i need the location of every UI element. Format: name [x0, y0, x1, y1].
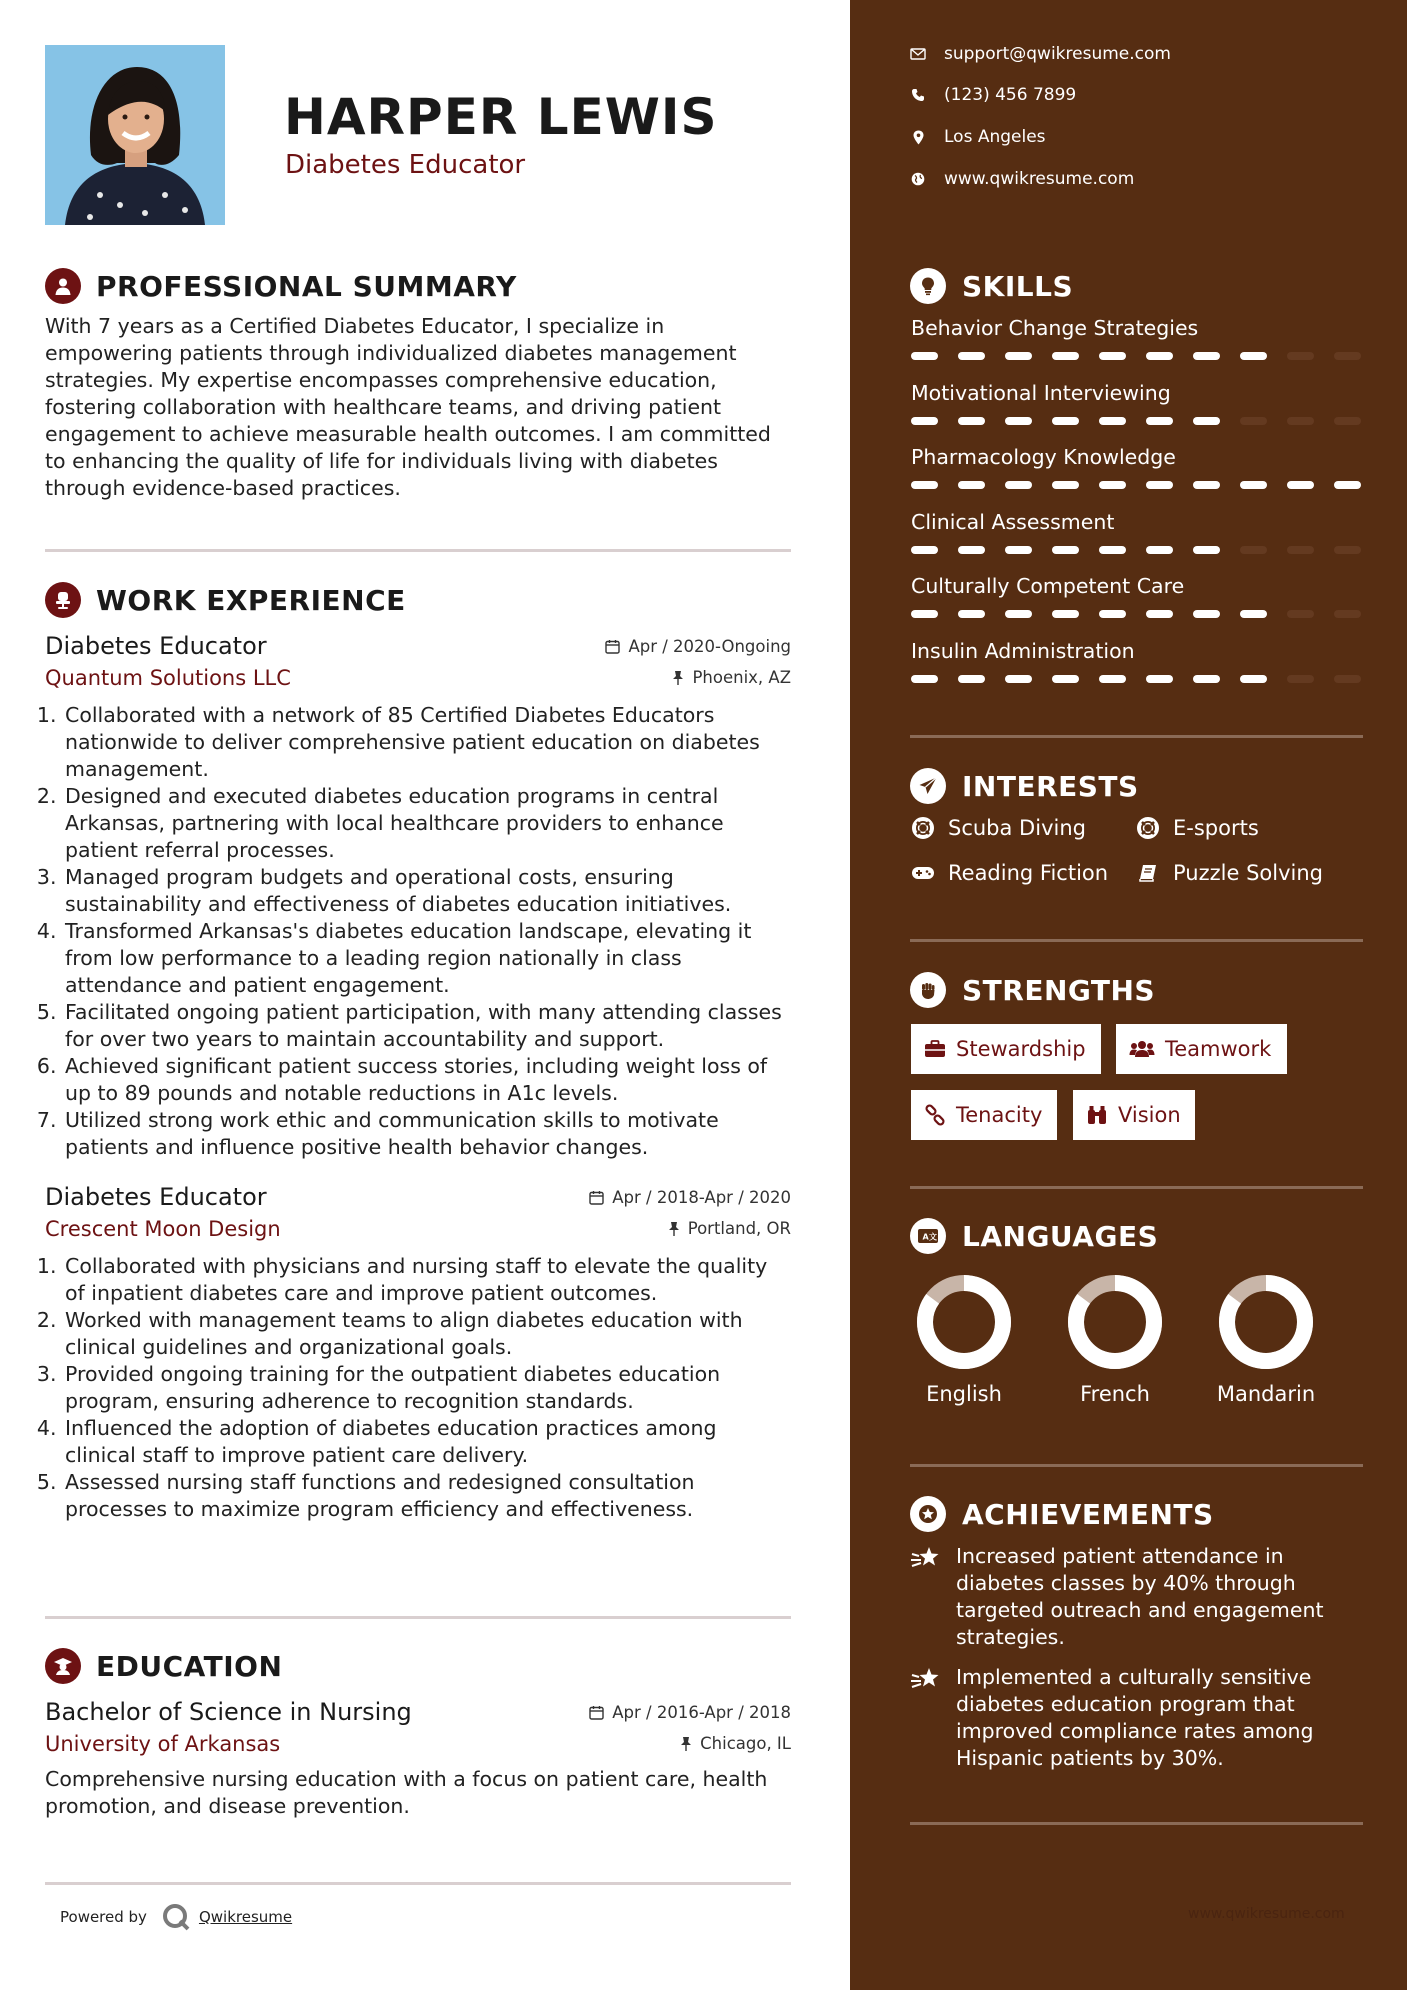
- list-item: 2. Worked with management teams to align diabetes education with clinical guidelines and organizational goals.: [63, 1307, 791, 1361]
- education-location: [680, 1734, 791, 1753]
- job-title: Diabetes Educator: [45, 632, 267, 660]
- job-title: Diabetes Educator: [45, 1183, 267, 1211]
- achievement-item: [910, 1543, 1350, 1651]
- school-name: University of Arkansas: [45, 1732, 281, 1756]
- strength-badge: [1073, 1090, 1195, 1140]
- skill-rating-dot: [1193, 481, 1220, 489]
- job-dates-text: Apr / 2018-Apr / 2020: [612, 1188, 791, 1207]
- users-icon: [1129, 1040, 1155, 1058]
- qwikresume-link[interactable]: Qwikresume: [198, 1908, 293, 1926]
- achievement-text: Implemented a culturally sensitive diabetes education program that improved compliance rates among Hispanic patients by 30%.: [956, 1665, 1314, 1770]
- strength-label: Vision: [1118, 1103, 1181, 1127]
- interest-item: [911, 816, 1086, 840]
- binoculars-icon: [1086, 1105, 1108, 1125]
- pushpin-icon: [668, 1221, 680, 1236]
- skill-name: Clinical Assessment: [911, 509, 1115, 534]
- achievements-header: [910, 1496, 1214, 1532]
- list-item: 5. Assessed nursing staff functions and redesigned consultation processes to maximize program efficiency and effectiveness.: [63, 1469, 791, 1523]
- degree-title: Bachelor of Science in Nursing: [45, 1698, 412, 1726]
- language-label: French: [1080, 1382, 1150, 1406]
- user-icon: [45, 268, 81, 304]
- skill-rating-dot: [1287, 481, 1314, 489]
- list-item: 3. Managed program budgets and operational costs, ensuring sustainability and effectiveness of diabetes education initiatives.: [63, 864, 791, 918]
- education-location-text: Chicago, IL: [700, 1734, 791, 1753]
- skill-rating: [911, 481, 1381, 489]
- skill-rating-dot: [1052, 352, 1079, 360]
- skill-rating-dot: [1099, 610, 1126, 618]
- section-divider: [910, 735, 1363, 738]
- skill-rating-dot: [1005, 417, 1032, 425]
- skill-rating-dot: [911, 417, 938, 425]
- language-ring: [914, 1272, 1014, 1372]
- skill-rating-dot: [1287, 352, 1314, 360]
- section-divider: [910, 1186, 1363, 1189]
- job-entry: [45, 1183, 791, 1523]
- skill-rating-dot: [1334, 675, 1361, 683]
- job-dates: [605, 637, 791, 656]
- skill-rating-dot: [1146, 610, 1173, 618]
- candidate-title: Diabetes Educator: [285, 150, 526, 180]
- strengths-header: [910, 972, 1155, 1008]
- contact-phone-text: (123) 456 7899: [944, 85, 1077, 105]
- skill-rating-dot: [1052, 481, 1079, 489]
- interest-label: E-sports: [1173, 816, 1259, 840]
- skill-rating-dot: [1334, 610, 1361, 618]
- strength-label: Tenacity: [956, 1103, 1043, 1127]
- skill-rating-dot: [1334, 352, 1361, 360]
- skill-rating-dot: [1240, 352, 1267, 360]
- skill-rating-dot: [1052, 417, 1079, 425]
- skill-rating-dot: [958, 546, 985, 554]
- skill-rating: [911, 675, 1381, 683]
- interest-label: Scuba Diving: [948, 816, 1086, 840]
- interest-item: [1136, 861, 1323, 885]
- job-location: [668, 1219, 791, 1238]
- list-item: 1. Collaborated with a network of 85 Certified Diabetes Educators nationwide to deliver comprehensive patient education on diabetes management.: [63, 702, 791, 783]
- svg-text:A: A: [922, 1232, 929, 1242]
- skill-rating-dot: [1005, 675, 1032, 683]
- watermark: www.qwikresume.com: [1188, 1906, 1345, 1922]
- job-company: Crescent Moon Design: [45, 1217, 281, 1241]
- globe-icon: [910, 172, 926, 186]
- shooting-star-icon: [910, 1664, 944, 1772]
- summary-heading: PROFESSIONAL SUMMARY: [96, 269, 517, 303]
- contact-website[interactable]: [910, 169, 1134, 189]
- job-entry: [45, 632, 791, 1161]
- skill-rating-dot: [1099, 675, 1126, 683]
- phone-icon: [910, 88, 926, 102]
- strength-badge: [911, 1024, 1101, 1074]
- paper-plane-icon: [910, 768, 946, 804]
- envelope-icon: [910, 48, 926, 60]
- section-divider: [45, 1616, 791, 1619]
- skill-rating-dot: [1193, 675, 1220, 683]
- list-item: 5. Facilitated ongoing patient participation, with many attending classes for over two years to maintain accountability and support.: [63, 999, 791, 1053]
- skill-rating-dot: [958, 675, 985, 683]
- list-item: 6. Achieved significant patient success stories, including weight loss of up to 89 pounds and notable reductions in A1c levels.: [63, 1053, 791, 1107]
- education-entry: [45, 1698, 791, 1820]
- section-divider: [910, 1464, 1363, 1467]
- strength-badge: [911, 1090, 1057, 1140]
- skill-rating-dot: [911, 352, 938, 360]
- pushpin-icon: [672, 670, 684, 685]
- list-item: 1. Collaborated with physicians and nursing staff to elevate the quality of inpatient diabetes care and improve patient outcomes.: [63, 1253, 791, 1307]
- life-ring-icon: [1136, 816, 1160, 840]
- skill-rating-dot: [1052, 675, 1079, 683]
- contact-email-text: support@qwikresume.com: [944, 44, 1171, 64]
- skill-rating-dot: [911, 675, 938, 683]
- interest-label: Puzzle Solving: [1173, 861, 1323, 885]
- job-dates: [589, 1188, 791, 1207]
- skill-rating-dot: [1334, 417, 1361, 425]
- skill-rating-dot: [1146, 546, 1173, 554]
- section-divider: [45, 549, 791, 552]
- skill-rating-dot: [958, 610, 985, 618]
- language-label: English: [926, 1382, 1002, 1406]
- skills-heading: SKILLS: [962, 269, 1074, 303]
- skill-rating-dot: [1146, 417, 1173, 425]
- translate-icon: [910, 1218, 946, 1254]
- lightbulb-icon: [910, 268, 946, 304]
- education-description: Comprehensive nursing education with a focus on patient care, health promotion, and disease prevention.: [45, 1767, 768, 1818]
- shooting-star-icon: [910, 1543, 944, 1651]
- skill-name: Insulin Administration: [911, 638, 1135, 663]
- skill-name: Pharmacology Knowledge: [911, 445, 1176, 469]
- skill-rating-dot: [911, 546, 938, 554]
- qwikresume-logo-icon: [161, 1902, 191, 1932]
- job-location: [672, 668, 791, 687]
- contact-location: [910, 127, 1046, 147]
- education-section: [45, 1646, 791, 1820]
- skill-rating: [911, 610, 1381, 618]
- strengths-heading: STRENGTHS: [962, 973, 1156, 1007]
- contact-email[interactable]: [910, 44, 1171, 64]
- language-ring: [1216, 1272, 1316, 1372]
- book-icon: [1136, 861, 1160, 885]
- language-item: [1050, 1272, 1180, 1406]
- calendar-icon: [605, 639, 620, 654]
- map-marker-icon: [910, 130, 926, 145]
- job-dates-text: Apr / 2020-Ongoing: [628, 637, 791, 656]
- achievements-heading: ACHIEVEMENTS: [962, 1497, 1214, 1531]
- star-badge-icon: [910, 1496, 946, 1532]
- skill-rating-dot: [958, 481, 985, 489]
- languages-heading: LANGUAGES: [962, 1219, 1159, 1253]
- achievement-item: [910, 1664, 1350, 1772]
- strength-badge: [1116, 1024, 1287, 1074]
- job-location-text: Portland, OR: [687, 1219, 791, 1238]
- job-bullets: [45, 702, 791, 1161]
- strength-label: Stewardship: [956, 1037, 1086, 1061]
- candidate-name: HARPER LEWIS: [284, 88, 718, 146]
- skill-rating-dot: [1287, 610, 1314, 618]
- skill-rating-dot: [1146, 481, 1173, 489]
- skill-rating-dot: [1005, 481, 1032, 489]
- skill-rating-dot: [1240, 675, 1267, 683]
- list-item: 4. Transformed Arkansas's diabetes education landscape, elevating it from low performance to a leading region nationally in class attendance and patient engagement.: [63, 918, 791, 999]
- skill-rating: [911, 546, 1381, 554]
- skill-name: Motivational Interviewing: [911, 380, 1171, 405]
- powered-by: [60, 1902, 292, 1932]
- interest-item: [1136, 816, 1259, 840]
- achievement-text: Increased patient attendance in diabetes classes by 40% through targeted outreach and engagement strategies.: [956, 1544, 1324, 1649]
- skill-rating-dot: [1287, 417, 1314, 425]
- skill-rating-dot: [1052, 546, 1079, 554]
- skill-rating: [911, 417, 1381, 425]
- skill-rating-dot: [1240, 481, 1267, 489]
- gamepad-icon: [911, 861, 935, 885]
- list-item: 2. Designed and executed diabetes education programs in central Arkansas, partnering with local healthcare providers to enhance patient referral processes.: [63, 783, 791, 864]
- skill-rating-dot: [1005, 352, 1032, 360]
- job-location-text: Phoenix, AZ: [692, 668, 791, 687]
- skill-rating-dot: [1334, 546, 1361, 554]
- briefcase-icon: [924, 1040, 946, 1058]
- summary-text: With 7 years as a Certified Diabetes Educator, I specialize in empowering patients through individualized diabetes management strategies. My expertise encompasses comprehensive education, fostering collaboration with healthcare teams, and driving patient engagement to achieve measurable health outcomes. I am committed to enhancing the quality of life for individuals living with diabetes through evidence-based practices.: [45, 314, 771, 500]
- calendar-icon: [589, 1705, 604, 1720]
- skill-name: Culturally Competent Care: [911, 574, 1185, 598]
- skill-rating-dot: [911, 610, 938, 618]
- skill-rating-dot: [1287, 546, 1314, 554]
- skill-rating-dot: [1099, 546, 1126, 554]
- language-label: Mandarin: [1216, 1382, 1316, 1406]
- section-divider: [45, 1882, 791, 1885]
- section-divider: [910, 939, 1363, 942]
- skill-rating-dot: [1287, 675, 1314, 683]
- language-item: [899, 1272, 1029, 1406]
- contact-phone[interactable]: [910, 85, 1076, 105]
- language-ring: [1065, 1272, 1165, 1372]
- education-heading: EDUCATION: [96, 1649, 283, 1683]
- fist-icon: [910, 972, 946, 1008]
- language-item: [1201, 1272, 1331, 1406]
- education-dates: [589, 1703, 791, 1722]
- experience-heading: WORK EXPERIENCE: [96, 583, 406, 617]
- skill-rating-dot: [1334, 481, 1361, 489]
- contact-location-text: Los Angeles: [944, 127, 1046, 147]
- skill-rating-dot: [1193, 352, 1220, 360]
- skill-rating-dot: [1240, 417, 1267, 425]
- life-ring-icon: [911, 816, 935, 840]
- skill-rating-dot: [1193, 610, 1220, 618]
- section-divider: [910, 1822, 1363, 1825]
- skill-rating: [911, 352, 1381, 360]
- skill-rating-dot: [911, 481, 938, 489]
- pushpin-icon: [680, 1736, 692, 1751]
- graduate-icon: [45, 1648, 81, 1684]
- interests-heading: INTERESTS: [962, 769, 1139, 803]
- skill-rating-dot: [1240, 546, 1267, 554]
- link-icon: [924, 1104, 946, 1126]
- list-item: 3. Provided ongoing training for the outpatient diabetes education program, ensuring adherence to recognition standards.: [63, 1361, 791, 1415]
- summary-section: [45, 266, 791, 502]
- skill-name: Behavior Change Strategies: [911, 316, 1199, 340]
- skill-rating-dot: [1099, 352, 1126, 360]
- skill-rating-dot: [1005, 610, 1032, 618]
- svg-text:文: 文: [929, 1232, 937, 1242]
- job-company: Quantum Solutions LLC: [45, 666, 291, 690]
- skill-rating-dot: [958, 352, 985, 360]
- skill-rating-dot: [1193, 417, 1220, 425]
- contact-website-text: www.qwikresume.com: [944, 169, 1135, 189]
- experience-section: [45, 580, 791, 1523]
- skill-rating-dot: [1193, 546, 1220, 554]
- skills-header: [910, 268, 1073, 304]
- calendar-icon: [589, 1190, 604, 1205]
- list-item: 4. Influenced the adoption of diabetes education practices among clinical staff to improve patient care delivery.: [63, 1415, 791, 1469]
- interest-label: Reading Fiction: [948, 861, 1109, 885]
- education-dates-text: Apr / 2016-Apr / 2018: [612, 1703, 791, 1722]
- skill-rating-dot: [1240, 610, 1267, 618]
- briefcase-chair-icon: [45, 582, 81, 618]
- skill-rating-dot: [1099, 481, 1126, 489]
- powered-by-label: Powered by: [60, 1908, 147, 1926]
- interest-item: [911, 861, 1108, 885]
- skill-rating-dot: [1052, 610, 1079, 618]
- profile-photo: [45, 45, 225, 225]
- list-item: 7. Utilized strong work ethic and communication skills to motivate patients and influence positive health behavior changes.: [63, 1107, 791, 1161]
- strength-label: Teamwork: [1165, 1037, 1272, 1061]
- job-bullets: [45, 1253, 791, 1523]
- skill-rating-dot: [1099, 417, 1126, 425]
- interests-header: [910, 768, 1139, 804]
- skill-rating-dot: [1146, 352, 1173, 360]
- languages-header: [910, 1218, 1158, 1254]
- skill-rating-dot: [958, 417, 985, 425]
- skill-rating-dot: [1005, 546, 1032, 554]
- skill-rating-dot: [1146, 675, 1173, 683]
